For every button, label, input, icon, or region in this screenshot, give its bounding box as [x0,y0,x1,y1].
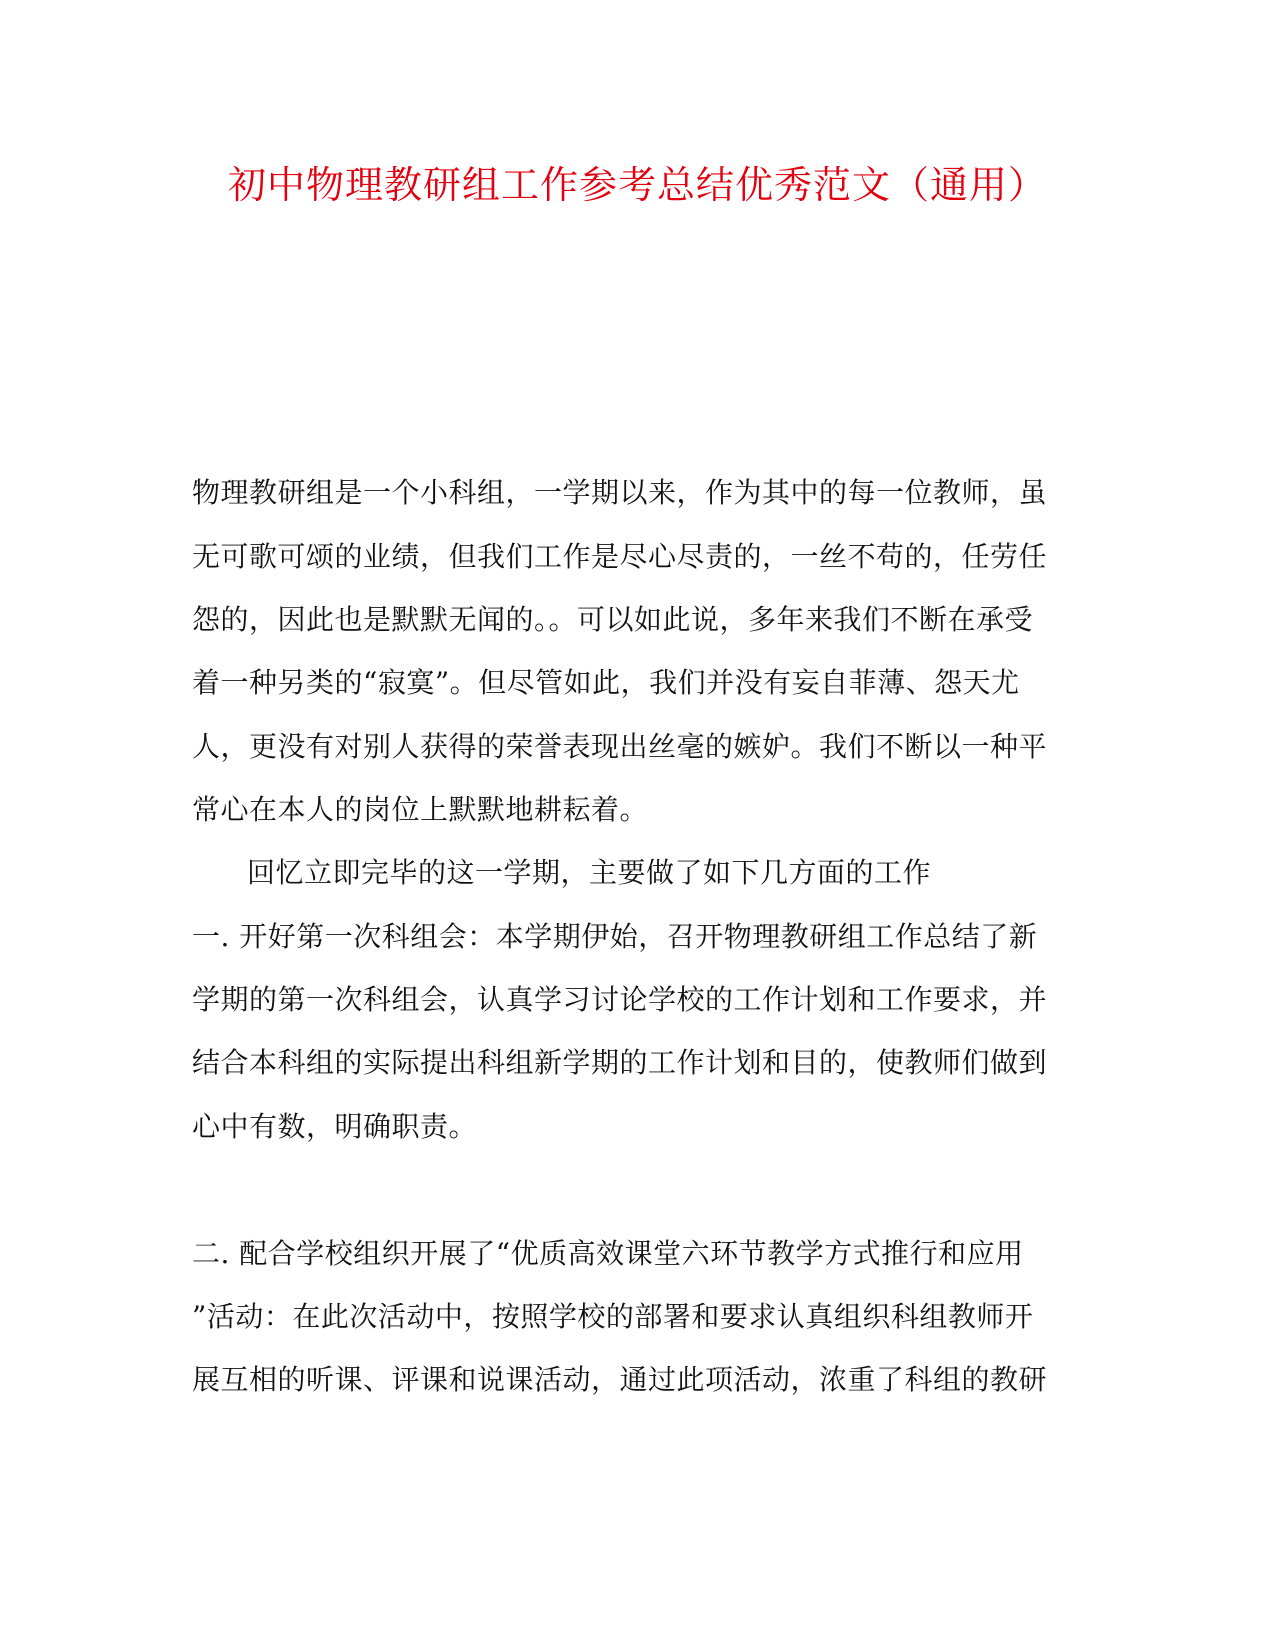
section-1-line-4: 心中有数，明确职责。 [192,1110,478,1143]
section-1-line-2: 学期的第一次科组会，认真学习讨论学校的工作计划和工作要求，并 [192,983,1048,1016]
document-title: 初中物理教研组工作参考总结优秀范文（通用） [227,163,1047,207]
body-line-7: 回忆立即完毕的这一学期，主要做了如下几方面的工作 [247,856,932,889]
section-2-line-2: ”活动：在此次活动中，按照学校的部署和要求认真组织科组教师开 [192,1300,1034,1333]
section-1-line-1: 一. 开好第一次科组会：本学期伊始，召开物理教研组工作总结了新 [192,920,1038,953]
section-2-line-3: 展互相的听课、评课和说课活动，通过此项活动，浓重了科组的教研 [192,1363,1048,1396]
body-line-1: 物理教研组是一个小科组，一学期以来，作为其中的每一位教师，虽 [192,476,1048,509]
body-line-3: 怨的，因此也是默默无闻的。。可以如此说，多年来我们不断在承受 [192,603,1034,636]
body-line-5: 人，更没有对别人获得的荣誉表现出丝毫的嫉妒。我们不断以一种平 [192,730,1048,763]
body-line-6: 常心在本人的岗位上默默地耕耘着。 [192,793,649,826]
section-1-line-3: 结合本科组的实际提出科组新学期的工作计划和目的，使教师们做到 [192,1046,1048,1079]
body-line-2: 无可歌可颂的业绩，但我们工作是尽心尽责的，一丝不苟的，任劳任 [192,540,1048,573]
body-line-4: 着一种另类的“寂寞”。但尽管如此，我们并没有妄自菲薄、怨天尤 [192,666,1020,699]
section-2-line-1: 二. 配合学校组织开展了“优质高效课堂六环节教学方式推行和应用 [192,1237,1024,1270]
